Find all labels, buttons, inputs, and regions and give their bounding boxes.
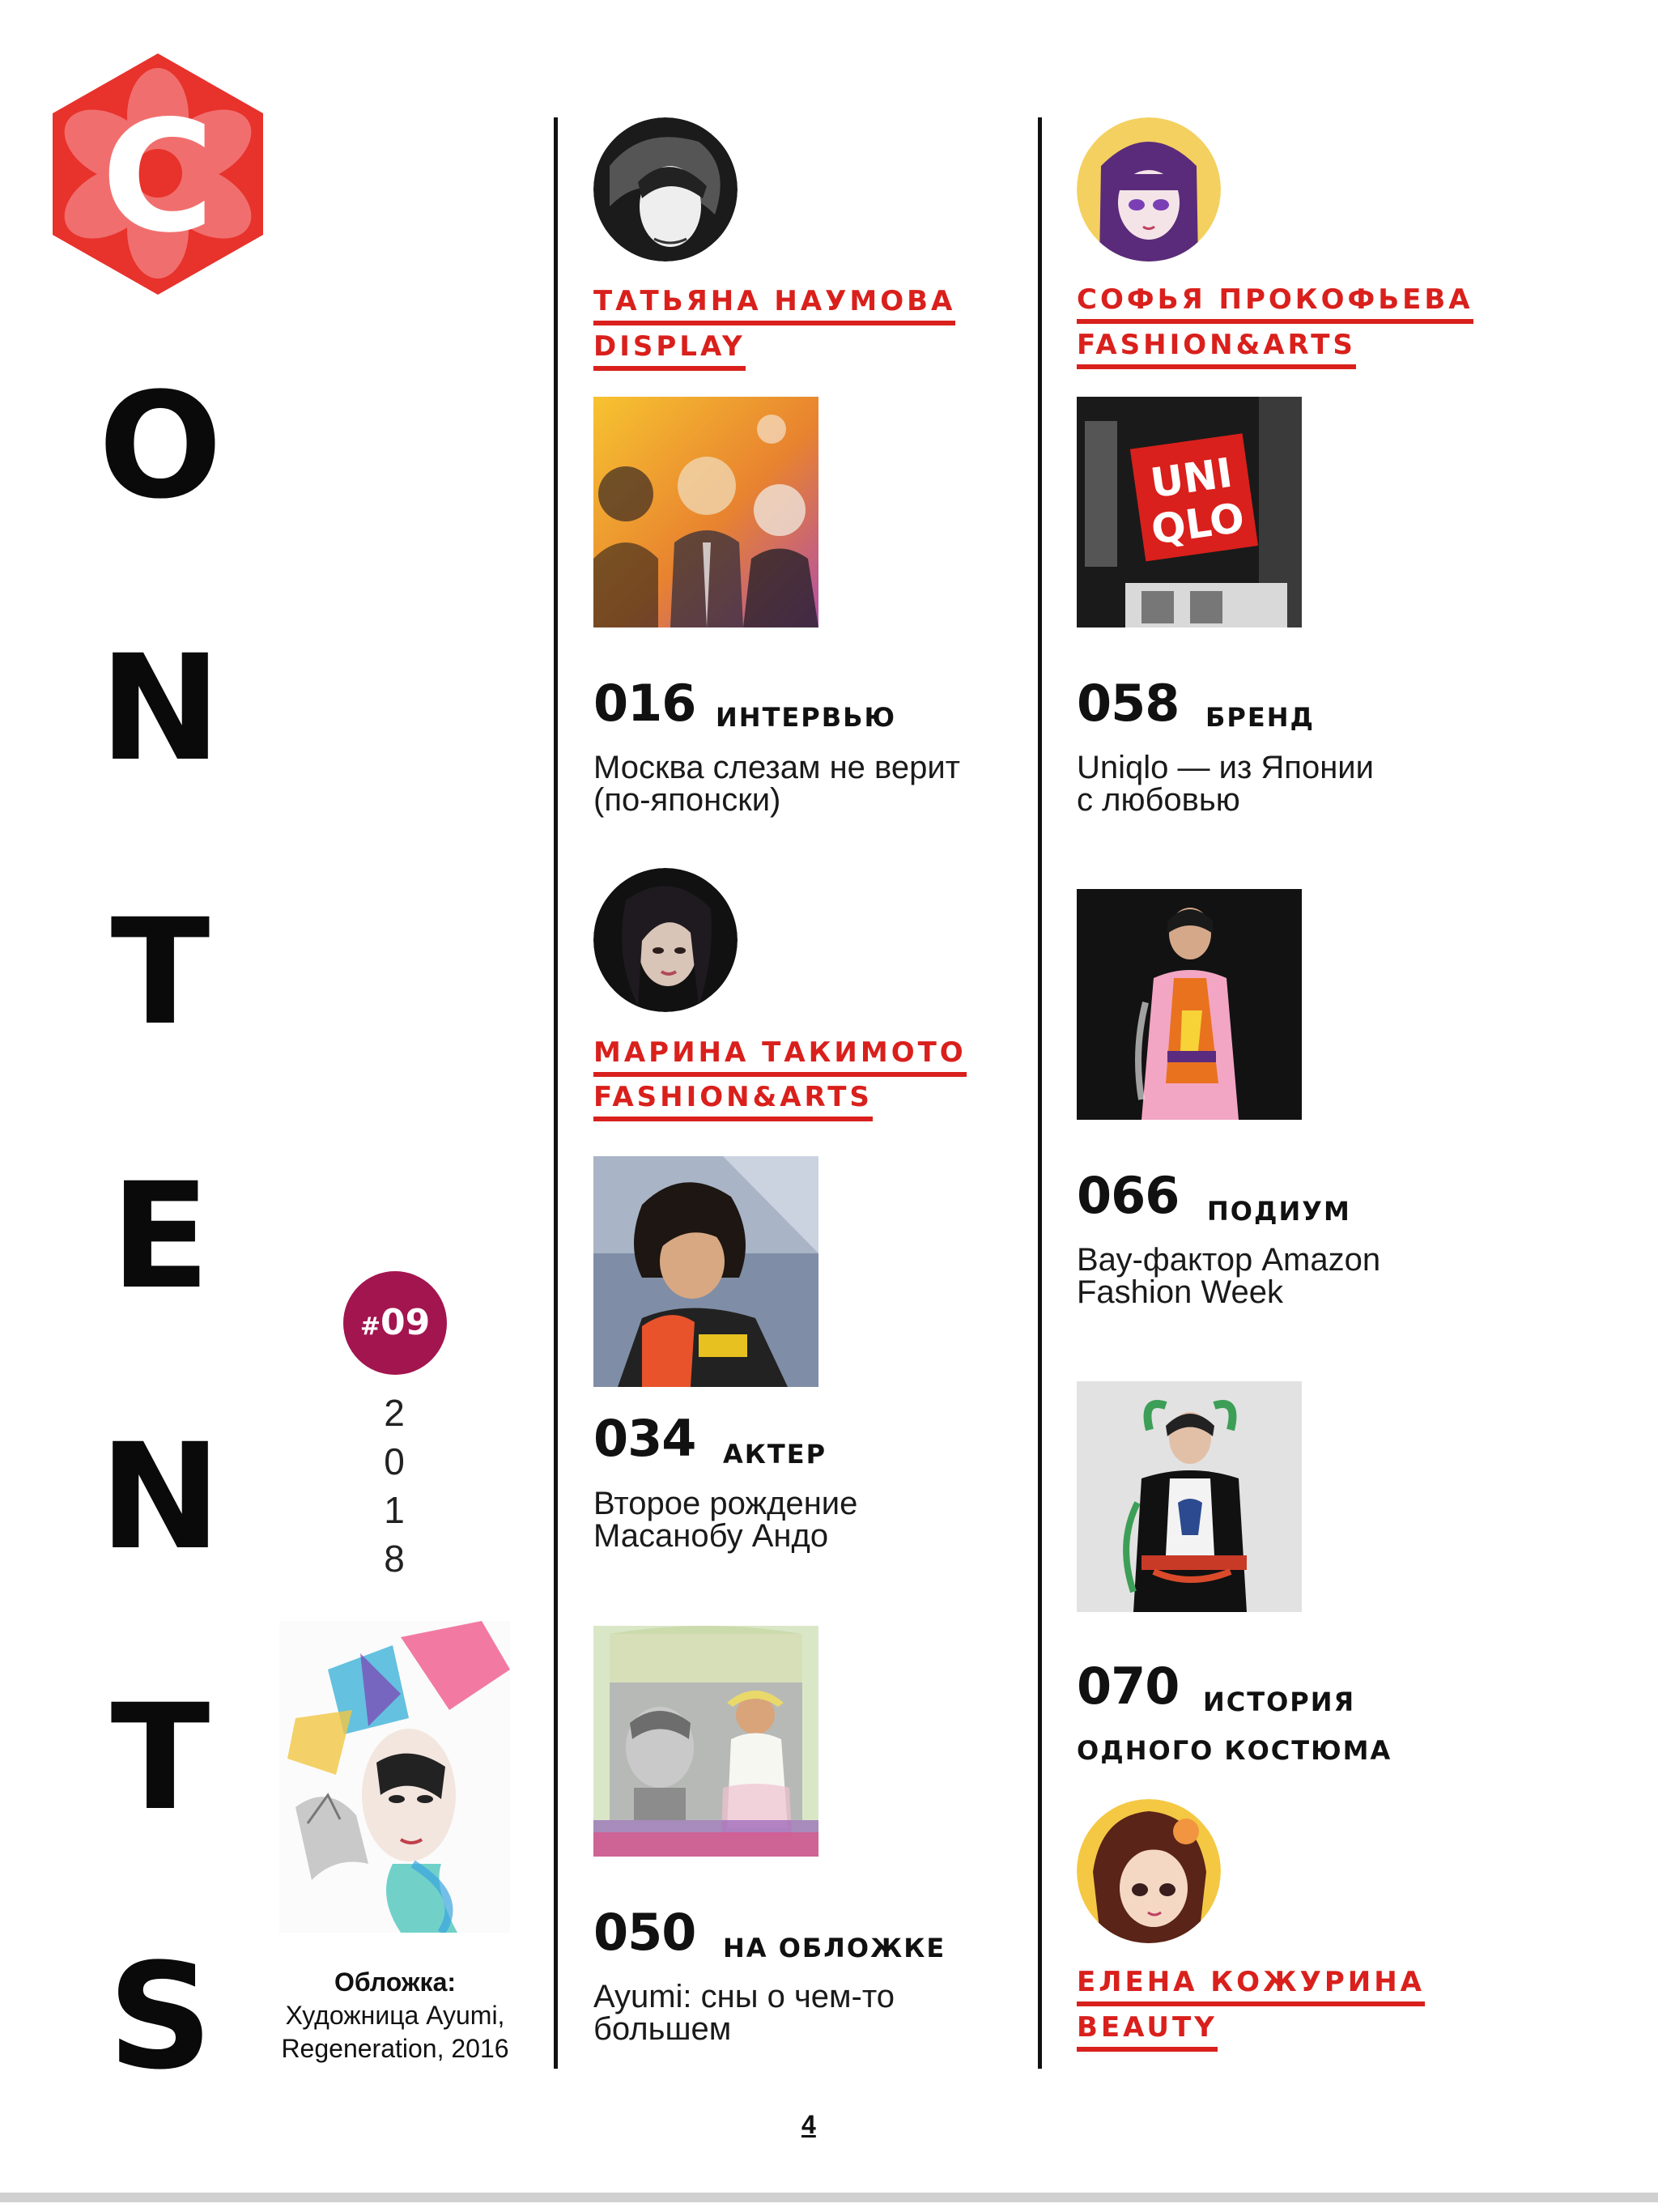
contents-letter-t-2: T bbox=[110, 1674, 210, 1843]
entry-section-070: ИСТОРИЯ bbox=[1203, 1687, 1356, 1717]
entry-headline-016[interactable] bbox=[593, 751, 1014, 816]
entry-headline-034-line1: Второе рождение bbox=[593, 1486, 858, 1521]
year-digit-1: 2 bbox=[384, 1392, 405, 1434]
issue-number-badge bbox=[343, 1271, 447, 1375]
issue-number: 09 bbox=[380, 1302, 431, 1343]
entry-headline-058-line2: с любовью bbox=[1077, 782, 1240, 818]
entry-section-066: ПОДИУМ bbox=[1207, 1196, 1351, 1227]
photo-interview-016[interactable] bbox=[593, 397, 818, 627]
entry-headline-016-line2: (по-японски) bbox=[593, 782, 781, 818]
issue-hash: # bbox=[359, 1312, 380, 1341]
entry-headline-058[interactable] bbox=[1077, 751, 1498, 816]
entry-headline-034-line2: Масанобу Андо bbox=[593, 1518, 829, 1554]
page-folio-number: 4 bbox=[801, 2110, 816, 2139]
entry-page-070[interactable]: 070 bbox=[1077, 1657, 1180, 1716]
entry-subsection-070[interactable]: ОДНОГО КОСТЮМА bbox=[1077, 1735, 1392, 1766]
uniqlo-sign-line1: UNI bbox=[1147, 449, 1235, 508]
author-name-takimoto[interactable]: МАРИНА ТАКИМОТО bbox=[593, 1036, 967, 1077]
entry-headline-050[interactable] bbox=[593, 1980, 1014, 2045]
contents-letter-n-2: N bbox=[99, 1413, 222, 1582]
author-section-display[interactable]: DISPLAY bbox=[593, 330, 746, 371]
year-digit-2: 0 bbox=[384, 1440, 405, 1482]
contents-letter-s: S bbox=[108, 1933, 213, 2102]
cover-artwork-thumbnail[interactable] bbox=[279, 1621, 510, 1933]
author-name-kozhurina[interactable]: ЕЛЕНА КОЖУРИНА bbox=[1077, 1966, 1425, 2006]
photo-costume-070[interactable] bbox=[1077, 1381, 1302, 1612]
contents-letter-t: T bbox=[110, 888, 210, 1057]
year-digit-4: 8 bbox=[384, 1538, 405, 1580]
entry-page-050[interactable]: 050 bbox=[593, 1903, 696, 1962]
uniqlo-sign-line2: QLO bbox=[1148, 494, 1248, 554]
cover-caption-title: Обложка: bbox=[334, 1967, 457, 1997]
author-avatar-prokofyeva bbox=[1077, 117, 1221, 262]
entry-headline-050-line1: Ayumi: сны о чем-то bbox=[593, 1979, 895, 2014]
author-avatar-kozhurina bbox=[1077, 1799, 1221, 1943]
author-name-naumova[interactable]: ТАТЬЯНА НАУМОВА bbox=[593, 285, 955, 325]
entry-headline-058-line1: Uniqlo — из Японии bbox=[1077, 750, 1374, 785]
contents-letter-n: N bbox=[99, 624, 222, 793]
entry-headline-050-line2: большем bbox=[593, 2011, 732, 2047]
photo-runway-066[interactable] bbox=[1077, 889, 1302, 1120]
photo-uniqlo-058[interactable] bbox=[1077, 397, 1302, 627]
author-name-prokofyeva[interactable]: СОФЬЯ ПРОКОФЬЕВА bbox=[1077, 283, 1473, 324]
contents-letter-o: O bbox=[98, 362, 223, 531]
entry-page-016[interactable]: 016 bbox=[593, 674, 696, 733]
contents-letter-c: C bbox=[101, 87, 215, 266]
column-divider-2 bbox=[1038, 117, 1042, 2069]
author-section-beauty[interactable]: BEAUTY bbox=[1077, 2011, 1218, 2052]
photo-actor-034[interactable] bbox=[593, 1156, 818, 1387]
cover-caption-line1: Художница Ayumi, bbox=[285, 2001, 505, 2030]
entry-section-050: НА ОБЛОЖКЕ bbox=[723, 1933, 946, 1963]
contents-hexagon-logo bbox=[49, 50, 267, 297]
author-avatar-takimoto bbox=[593, 868, 738, 1012]
bottom-rule bbox=[0, 2193, 1658, 2202]
author-section-fashion-arts-2[interactable]: FASHION&ARTS bbox=[1077, 329, 1356, 369]
entry-headline-066-line1: Вау-фактор Amazon bbox=[1077, 1242, 1381, 1278]
entry-headline-066[interactable] bbox=[1077, 1244, 1498, 1308]
entry-section-034: АКТЕР bbox=[723, 1439, 827, 1470]
column-divider-1 bbox=[554, 117, 558, 2069]
entry-headline-016-line1: Москва слезам не верит bbox=[593, 750, 960, 785]
entry-page-034[interactable]: 034 bbox=[593, 1409, 696, 1468]
entry-page-066[interactable]: 066 bbox=[1077, 1166, 1180, 1225]
cover-caption bbox=[257, 1966, 533, 2065]
contents-letter-e: E bbox=[110, 1152, 210, 1321]
author-avatar-naumova bbox=[593, 117, 738, 262]
entry-headline-066-line2: Fashion Week bbox=[1077, 1274, 1283, 1310]
author-section-fashion-arts-1[interactable]: FASHION&ARTS bbox=[593, 1081, 873, 1121]
entry-headline-034[interactable] bbox=[593, 1487, 1014, 1552]
entry-page-058[interactable]: 058 bbox=[1077, 674, 1180, 733]
cover-caption-line2: Regeneration, 2016 bbox=[281, 2034, 509, 2063]
entry-section-016: ИНТЕРВЬЮ bbox=[716, 702, 897, 733]
entry-section-058: БРЕНД bbox=[1205, 702, 1315, 733]
year-digit-3: 1 bbox=[384, 1489, 405, 1531]
photo-cover-050[interactable] bbox=[593, 1626, 818, 1857]
